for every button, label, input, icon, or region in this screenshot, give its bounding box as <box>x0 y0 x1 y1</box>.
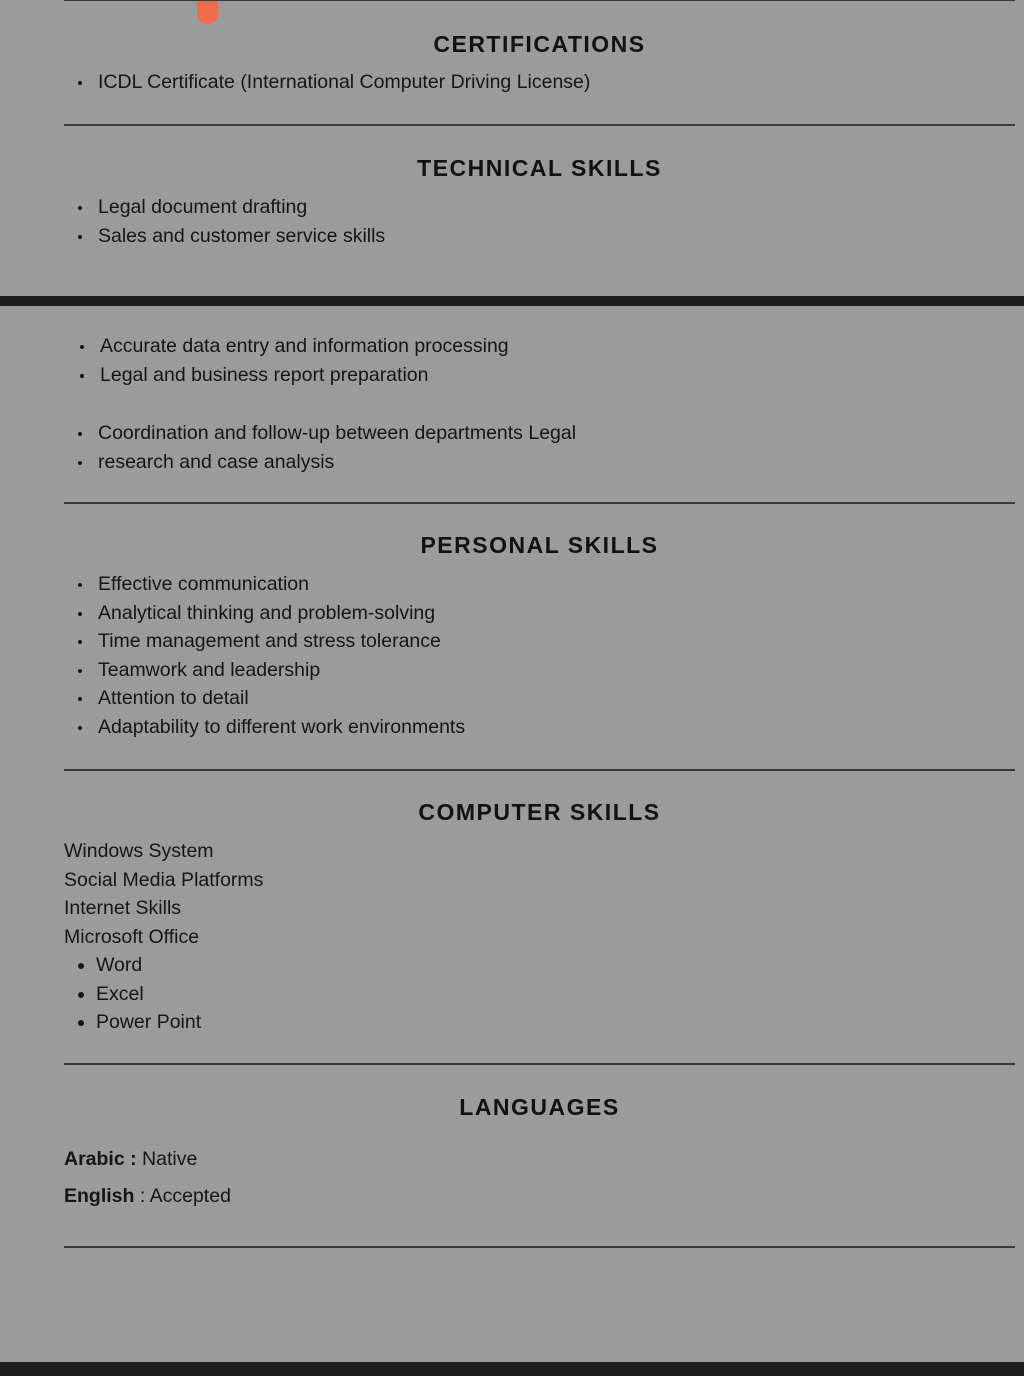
certifications-heading: CERTIFICATIONS <box>433 31 646 57</box>
list-item: Teamwork and leadership <box>64 656 465 685</box>
list-item: Accurate data entry and information processing <box>66 332 509 361</box>
section-divider <box>64 124 1015 126</box>
section-divider <box>64 1246 1015 1248</box>
list-item: research and case analysis <box>64 448 576 477</box>
scroll-marker[interactable] <box>197 0 218 24</box>
section-divider <box>64 502 1015 504</box>
list-item: Microsoft Office <box>64 925 200 948</box>
language-separator: : <box>124 1148 143 1170</box>
languages-heading: LANGUAGES <box>459 1094 620 1120</box>
language-english <box>64 1185 231 1208</box>
list-item: Power Point <box>64 1008 201 1037</box>
personal-skills-heading: PERSONAL SKILLS <box>420 532 659 558</box>
language-level: Accepted <box>149 1185 231 1207</box>
certifications-list <box>64 68 590 97</box>
list-item: Adaptability to different work environments <box>64 713 465 742</box>
list-item: Legal document drafting <box>64 193 385 222</box>
computer-skills-list <box>64 837 263 951</box>
list-item: Internet Skills <box>64 897 182 920</box>
list-item: Word <box>64 951 201 980</box>
list-item: Effective communication <box>64 570 465 599</box>
list-item: ICDL Certificate (International Computer Driving License) <box>64 68 590 97</box>
list-item: Excel <box>64 980 201 1009</box>
technical-skills-list <box>64 193 385 250</box>
list-item: Coordination and follow-up between departments Legal <box>64 419 576 448</box>
language-name: Arabic <box>64 1148 125 1170</box>
list-item: Time management and stress tolerance <box>64 627 465 656</box>
language-arabic <box>64 1148 197 1171</box>
computer-skills-heading: COMPUTER SKILLS <box>418 799 661 825</box>
list-item: Legal and business report preparation <box>66 361 509 390</box>
section-divider <box>64 769 1015 771</box>
list-item: Attention to detail <box>64 684 465 713</box>
list-item: Analytical thinking and problem-solving <box>64 599 465 628</box>
technical-skills-list-continued <box>66 332 509 389</box>
technical-skills-list-continued-2 <box>64 419 576 476</box>
list-item: Social Media Platforms <box>64 868 264 891</box>
list-item: Sales and customer service skills <box>64 222 385 251</box>
technical-skills-heading: TECHNICAL SKILLS <box>417 155 662 181</box>
office-apps-list <box>64 951 201 1037</box>
section-divider <box>64 0 1015 1</box>
language-level: Native <box>142 1148 198 1170</box>
resume-page-top <box>0 0 1024 296</box>
resume-page-bottom <box>0 306 1024 1362</box>
section-divider <box>64 1063 1015 1065</box>
personal-skills-list <box>64 570 465 742</box>
language-name: English <box>64 1185 135 1207</box>
language-separator: : <box>134 1185 150 1207</box>
list-item: Windows System <box>64 840 214 862</box>
